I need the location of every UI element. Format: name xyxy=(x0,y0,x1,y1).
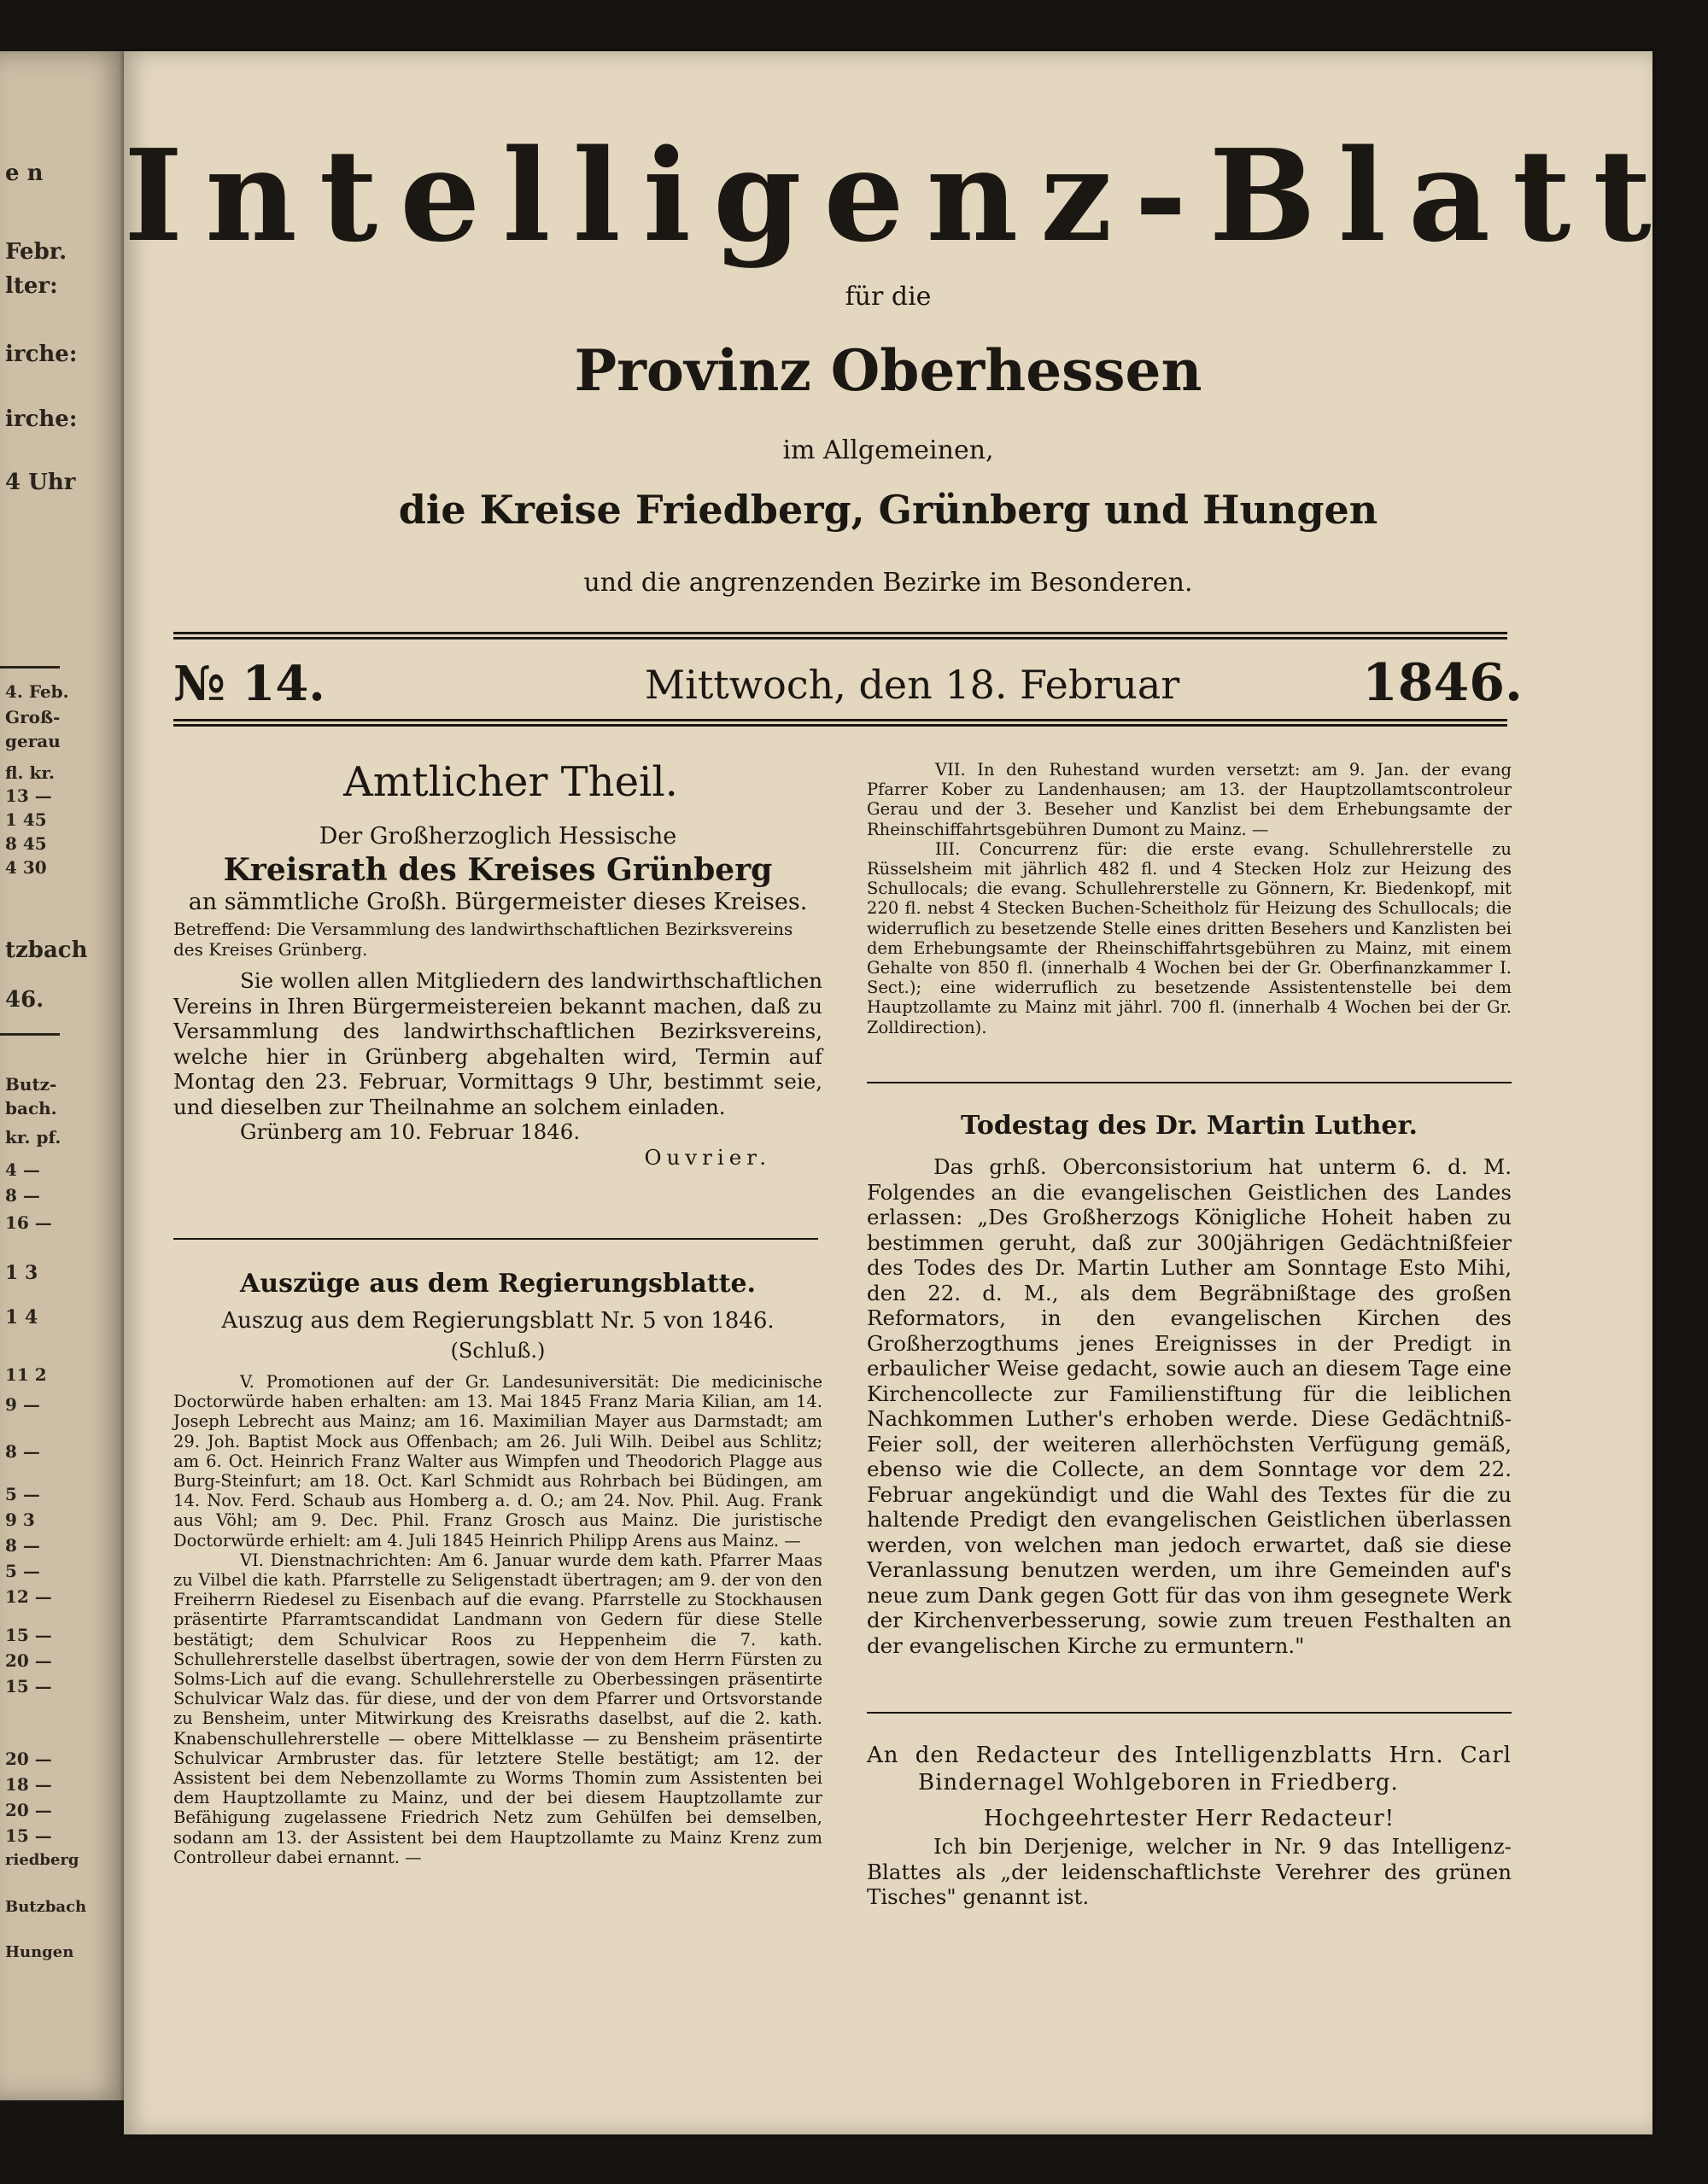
amtlich-sender-line1: Der Großherzoglich Hessische xyxy=(319,823,677,850)
prev-page-fragment: 5 — xyxy=(5,1561,40,1581)
regierungsblatt-subheading: Auszug aus dem Regierungsblatt Nr. 5 von 1846. xyxy=(221,1308,775,1334)
prev-page-fragment: tzbach xyxy=(5,937,88,963)
prev-page-fragment: 20 — xyxy=(5,1800,52,1820)
regierungsblatt-section xyxy=(173,1268,822,1867)
regierungsblatt-section-vi: VI. Dienstnachrichten: Am 6. Januar wurde dem kath. Pfarrer Maas zu Vilbel die kath. Pfarrstelle zu Seligenstadt übertragen; am 9. der von den Freiherrn Riedesel zu Eisenbach auf die evang. Pfarrstelle zu Stockhausen präsentirte Pfarramtscandidat Landmann von Gedern für diese Stelle bestätigt; dem Schulvicar Roos zu Heppenheim die 7. kath. Schullehrerstelle daselbst übertragen, sowie der von dem Herrn Fürsten zu Solms-Lich auf die evang. Schullehrerstelle zu Oberbessingen präsentirte Schulvicar Walz das. für diese, und der von dem Pfarrer und Ortsvorstande zu Bensheim, unter Mitwirkung des Kreisraths daselbst, auf die 2. kath. Knabenschullehrerstelle — obere Mittelklasse — zu Bensheim präsentirte Schulvicar Armbruster das. für letztere Stelle bestätigt; am 12. der Assistent bei dem Nebenzollamte zu Worms Thomin zum Assistenten bei dem Hauptzollamte zu Mainz, und der bei diesem Hauptzollamte zur Befähigung zugelassene Friedrich Netz zum Gehülfen bei demselben, sodann am 13. der Assistent bei dem Hauptzollamte zu Mainz Krenz zum Controlleur dabei ernannt. — xyxy=(173,1550,822,1867)
masthead-kreise: die Kreise Friedberg, Grünberg und Hungen xyxy=(398,487,1378,533)
letter-body: Ich bin Derjenige, welcher in Nr. 9 das Intelligenz-Blattes als „der leidenschaftlichste Verehrer des grünen Tisches" genannt ist. xyxy=(867,1834,1512,1909)
column-divider xyxy=(867,1082,1512,1083)
issue-year: 1846. xyxy=(1362,653,1523,713)
newspaper-page xyxy=(124,51,1674,2134)
prev-page-fragment: gerau xyxy=(5,731,61,751)
prev-page-fragment: 12 — xyxy=(5,1586,52,1607)
prev-page-fragment: 4 — xyxy=(5,1159,40,1180)
prev-page-fragment: 1 3 xyxy=(5,1262,38,1284)
luther-body: Das grhß. Oberconsistorium hat unterm 6. d. M. Folgendes an die evangelischen Geistlichen des Landes erlassen: „Des Großherzogs Königliche Hoheit haben zu bestimmen geruht, daß zur 300jährigen Gedächtnißfeier des Todes des Dr. Martin Luther am Sonntage Esto Mihi, den 22. d. M., als dem Begräbnißtage des großen Reformators, in den evangelischen Kirchen des Großherzogthums jenes Ereignisses in der Predigt in erbaulicher Weise gedacht, sowie auch an diesem Tage eine Kirchencollecte zur Familienstiftung für die leiblichen Nachkommen Luther's erhoben werde. Diese Gedächtniß-Feier soll, der weiteren allerhöchsten Verfügung gemäß, ebenso wie die Collecte, an dem Sonntage vor dem 22. Februar angekündigt und die Wahl des Textes für die zu haltende Predigt den evangelischen Geistlichen überlassen werden, von welchen man jedoch erwartet, daß sie diese Veranlassung benutzen werden, um ihre Gemeinden auf's neue zum Dank gegen Gott für das von ihm gesegnete Werk der Kirchenverbesserung, sowie zum treuen Festhalten an der evangelischen Kirche zu ermuntern." xyxy=(867,1154,1512,1658)
amtlich-body: Sie wollen allen Mitgliedern des landwirthschaftlichen Vereins in Ihren Bürgermeistereien bekannt machen, daß zu Versammlung des landwirthschaftlichen Bezirksvereins, welche hier in Grünberg abgehalten wird, Termin auf Montag den 23. Februar, Vormittags 9 Uhr, bestimmt seie, und dieselben zur Theilnahme an solchem einladen. xyxy=(173,968,822,1119)
prev-page-fragment: Hungen xyxy=(5,1943,74,1961)
prev-page-fragment: fl. kr. xyxy=(5,762,55,783)
luther-section xyxy=(867,1110,1512,1658)
regierungsblatt-continued xyxy=(867,760,1512,1037)
prev-page-fragment: riedberg xyxy=(5,1851,79,1869)
prev-page-fragment: 8 — xyxy=(5,1441,40,1462)
prev-page-fragment: 16 — xyxy=(5,1212,52,1233)
prev-page-fragment: irche: xyxy=(5,406,78,432)
masthead-provinz: Provinz Oberhessen xyxy=(574,337,1202,404)
prev-page-fragment: 13 — xyxy=(5,785,52,806)
prev-page-fragment: 9 — xyxy=(5,1394,40,1415)
prev-page-fragment: 46. xyxy=(5,987,44,1013)
letter-section xyxy=(867,1742,1512,1910)
column-divider xyxy=(173,1238,818,1240)
luther-heading: Todestag des Dr. Martin Luther. xyxy=(960,1111,1418,1141)
column-divider xyxy=(867,1712,1512,1714)
prev-page-fragment: Febr. xyxy=(5,239,67,265)
letter-salutation: Hochgeehrtester Herr Redacteur! xyxy=(983,1806,1395,1831)
prev-page-fragment: 15 — xyxy=(5,1825,52,1846)
masthead-bezirke: und die angrenzenden Bezirke im Besonderen. xyxy=(583,568,1193,598)
masthead-title: Intelligenz-Blatt xyxy=(124,121,1674,270)
prev-page-fragment: 20 — xyxy=(5,1749,52,1769)
amtlich-betreffend: Betreffend: Die Versammlung des landwirthschaftlichen Bezirksvereins des Kreises Grünberg. xyxy=(173,919,793,960)
prev-page-fragment: 8 — xyxy=(5,1535,40,1556)
prev-page-fragment: 20 — xyxy=(5,1650,52,1671)
prev-page-fragment: 8 — xyxy=(5,1185,40,1206)
prev-page-fragment: Butzbach xyxy=(5,1898,87,1916)
regierungsblatt-schluss: (Schluß.) xyxy=(450,1339,546,1363)
amtlich-heading: Amtlicher Theil. xyxy=(343,758,678,806)
issue-date: Mittwoch, den 18. Februar xyxy=(645,662,1180,708)
regierungsblatt-section-iii: III. Concurrenz für: die erste evang. Schullehrerstelle zu Rüsselsheim mit jährlich 482 fl. und 4 Stecken Holz zur Heizung des Schullocals; die evang. Schullehrerstelle zu Gönnern, Kr. Biedenkopf, mit 220 fl. nebst 4 Stecken Buchen-Scheitholz für Heizung des Schullocals; die widerruflich zu besetzende Stelle eines dritten Besehers und Kanzlisten bei dem Erhebungsamte der Rheinschiffahrtsgebühren zu Mainz, mit einem Gehalte von 850 fl. (innerhalb 4 Wochen bei der Gr. Oberfinanzkammer I. Sect.); eine widerruflich zu besetzende Assistentenstelle bei dem Hauptzollamte zu Mainz mit jährl. 700 fl. (innerhalb 4 Wochen bei der Gr. Zolldirection). xyxy=(867,838,1512,1037)
amtlich-section xyxy=(173,758,822,1171)
prev-page-fragment: irche: xyxy=(5,342,78,367)
regierungsblatt-section-v: V. Promotionen auf der Gr. Landesuniversität: Die medicinische Doctorwürde haben erhalten: am 13. Mai 1845 Franz Maria Kilian, am 14. Joseph Lebrecht aus Mainz; am 16. Maximilian Mayer aus Darmstadt; am 29. Joh. Baptist Mock aus Offenbach; am 26. Juli Wilh. Deibel aus Schlitz; am 6. Oct. Heinrich Franz Walter aus Wimpfen und Theodorich Plagge aus Burg-Steinfurt; am 18. Oct. Karl Schmidt aus Rohrbach bei Büdingen, am 14. Nov. Ferd. Schaub aus Homberg a. d. O.; am 24. Nov. Phil. Aug. Frank aus Vöhl; am 9. Dec. Phil. Franz Grosch aus Mainz. Die juristische Doctorwürde erhielt: am 4. Juli 1845 Heinrich Philipp Arens aus Mainz. — xyxy=(173,1372,822,1550)
issue-number: № 14. xyxy=(173,656,325,712)
letter-address: An den Redacteur des Intelligenzblatts Hrn. Carl Bindernagel Wohlgeboren in Friedberg. xyxy=(867,1743,1512,1796)
prev-page-fragment: 9 3 xyxy=(5,1510,35,1530)
prev-page-fragment: 5 — xyxy=(5,1484,40,1504)
masthead-fuer-die: für die xyxy=(845,282,932,312)
prev-page-fragment: bach. xyxy=(5,1098,57,1118)
prev-page-rule xyxy=(0,1033,60,1036)
prev-page-fragment: 11 2 xyxy=(5,1364,47,1385)
amtlich-addressee: an sämmtliche Großh. Bürgermeister dieses Kreises. xyxy=(188,889,808,915)
regierungsblatt-section-vii: VII. In den Ruhestand wurden versetzt: am 9. Jan. der evang Pfarrer Kober zu Landenhausen; am 13. der Hauptzollamtscontroleur Gerau und der 3. Beseher und Kanzlist bei dem Erhebungsamte der Rheinschiffahrtsgebühren Dumont zu Mainz. — xyxy=(867,760,1512,839)
amtlich-place-date: Grünberg am 10. Februar 1846. xyxy=(240,1119,581,1144)
masthead-rule-top xyxy=(173,632,1507,639)
prev-page-fragment: 4 Uhr xyxy=(5,470,76,495)
prev-page-fragment: Groß- xyxy=(5,707,61,727)
prev-page-fragment: 15 — xyxy=(5,1676,52,1696)
masthead-allgemeinen: im Allgemeinen, xyxy=(782,435,994,465)
prev-page-fragment: 1 45 xyxy=(5,809,47,830)
prev-page-fragment: 18 — xyxy=(5,1774,52,1795)
regierungsblatt-heading: Auszüge aus dem Regierungsblatte. xyxy=(240,1269,756,1299)
prev-page-fragment: e n xyxy=(5,161,44,186)
amtlich-signature: Ouvrier. xyxy=(644,1145,771,1170)
prev-page-fragment: 4 30 xyxy=(5,857,47,878)
prev-page-fragment: 8 45 xyxy=(5,833,47,854)
amtlich-sender-line2: Kreisrath des Kreises Grünberg xyxy=(223,852,773,888)
prev-page-fragment: lter: xyxy=(5,273,58,299)
previous-page-edge xyxy=(0,51,128,2100)
prev-page-fragment: 1 4 xyxy=(5,1306,38,1329)
masthead-rule-bottom xyxy=(173,719,1507,727)
prev-page-fragment: 4. Feb. xyxy=(5,681,69,702)
prev-page-fragment: kr. pf. xyxy=(5,1127,61,1147)
prev-page-fragment: 15 — xyxy=(5,1625,52,1645)
prev-page-fragment: Butz- xyxy=(5,1074,57,1095)
prev-page-rule xyxy=(0,666,60,669)
